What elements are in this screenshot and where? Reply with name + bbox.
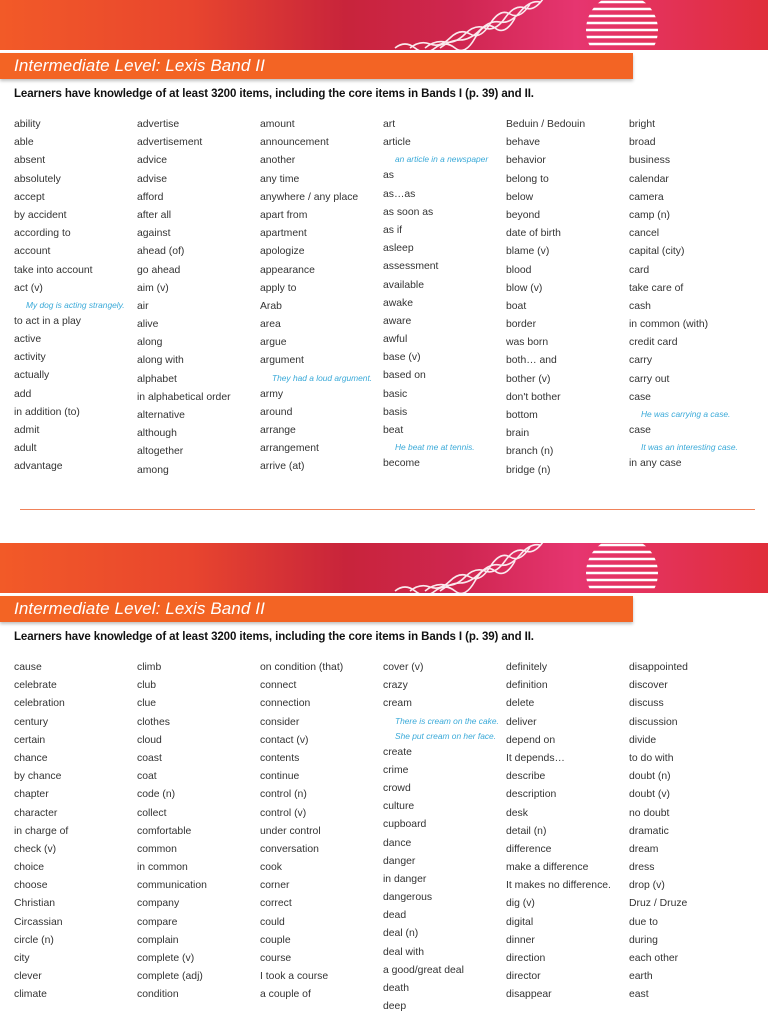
word-entry: cream: [383, 698, 412, 710]
word-entry: discussion: [629, 716, 678, 728]
word-entry: absent: [14, 155, 46, 167]
word-entry: to act in a play: [14, 315, 82, 327]
word-entry: clue: [137, 698, 157, 710]
word-entry: certain: [14, 734, 46, 746]
word-entry: argument: [260, 355, 304, 367]
word-entry: announcement: [260, 137, 329, 149]
word-entry: army: [260, 388, 284, 400]
word-entry: dig (v): [506, 898, 535, 910]
word-entry: take care of: [629, 282, 684, 294]
word-entry: due to: [629, 916, 658, 928]
word-entry: disappointed: [629, 662, 688, 673]
word-entry: in common (with): [629, 319, 709, 331]
word-column-2: [137, 116, 231, 480]
word-entry: altogether: [137, 446, 184, 458]
word-entry: continue: [260, 771, 300, 783]
example-sentence: There is cream on the cake.: [395, 715, 499, 726]
word-entry: blame (v): [506, 246, 550, 258]
word-entry: admit: [14, 425, 40, 436]
word-entry: camera: [629, 191, 664, 203]
word-entry: behave: [506, 137, 541, 149]
word-entry: check (v): [14, 843, 57, 855]
word-entry: a couple of: [260, 989, 311, 1001]
word-column-3: [260, 659, 343, 1005]
word-entry: calendar: [629, 173, 669, 185]
word-entry: danger: [383, 855, 416, 867]
word-entry: dance: [383, 837, 412, 849]
word-entry: apartment: [260, 228, 307, 240]
word-entry: carry out: [629, 373, 670, 385]
word-entry: under control: [260, 825, 321, 837]
word-entry: appearance: [260, 264, 315, 276]
word-entry: against: [137, 228, 171, 240]
word-entry: It makes no difference.: [506, 880, 611, 892]
wave-graphic: [0, 0, 768, 50]
word-entry: It depends…: [506, 752, 565, 764]
word-entry: complain: [137, 934, 179, 946]
word-entry: camp (n): [629, 209, 670, 221]
word-entry: adult: [14, 443, 37, 455]
word-entry: among: [137, 464, 169, 476]
word-entry: code (n): [137, 789, 176, 801]
word-entry: culture: [383, 801, 415, 813]
word-entry: company: [137, 898, 180, 910]
word-entry: any time: [260, 173, 300, 185]
word-entry: consider: [260, 716, 300, 728]
word-entry: alternative: [137, 410, 185, 421]
word-entry: correct: [260, 898, 292, 910]
word-entry: blood: [506, 264, 532, 276]
word-column-2: [137, 659, 207, 1005]
word-entry: director: [506, 971, 541, 983]
word-entry: active: [14, 334, 42, 346]
page-2: [0, 543, 768, 1023]
word-entry: arrangement: [260, 443, 319, 455]
word-entry: death: [383, 983, 410, 994]
word-column-1: [14, 659, 68, 1005]
word-entry: border: [506, 319, 537, 331]
section-title-bar: [0, 596, 633, 622]
word-entry: in charge of: [14, 825, 69, 837]
word-entry: cash: [629, 300, 651, 312]
word-entry: as soon as: [383, 206, 434, 218]
word-entry: century: [14, 716, 49, 728]
word-entry: arrive (at): [260, 461, 305, 473]
word-entry: crime: [383, 764, 409, 776]
intro-text: Learners have knowledge of at least 3200 items, including the core items in Bands I (p. 39) and II.: [14, 631, 534, 643]
word-entry: was born: [506, 337, 549, 349]
word-entry: go ahead: [137, 264, 181, 276]
word-entry: Circassian: [14, 916, 63, 928]
word-entry: cloud: [137, 734, 162, 746]
word-entry: deal with: [383, 946, 425, 958]
word-entry: belong to: [506, 173, 549, 185]
word-entry: deal (n): [383, 928, 419, 940]
word-entry: clothes: [137, 716, 170, 728]
word-entry: asleep: [383, 243, 414, 255]
word-entry: beyond: [506, 209, 541, 221]
word-entry: after all: [137, 209, 172, 221]
word-column-4: [383, 116, 488, 473]
word-entry: disappear: [506, 989, 552, 1001]
word-entry: Beduin / Bedouin: [506, 119, 586, 130]
word-entry: crazy: [383, 680, 408, 692]
section-title-bar: [0, 53, 633, 79]
word-entry: advise: [137, 173, 168, 185]
word-entry: actually: [14, 370, 50, 382]
word-entry: couple: [260, 934, 291, 946]
word-entry: course: [260, 953, 292, 964]
word-entry: another: [260, 155, 296, 167]
example-sentence: She put cream on her face.: [395, 730, 497, 741]
example-sentence: He was carrying a case.: [641, 409, 731, 419]
word-entry: dream: [629, 843, 659, 855]
word-entry: bright: [629, 119, 655, 130]
word-entry: Christian: [14, 898, 55, 910]
word-entry: case: [629, 391, 651, 403]
word-entry: choice: [14, 862, 45, 874]
word-entry: circle (n): [14, 934, 54, 946]
word-entry: act (v): [14, 282, 43, 294]
word-entry: advantage: [14, 461, 63, 473]
word-entry: create: [383, 746, 412, 758]
word-entry: on condition (that): [260, 662, 344, 673]
word-entry: date of birth: [506, 228, 561, 240]
word-entry: coat: [137, 771, 157, 783]
decorative-banner: [0, 0, 768, 50]
word-entry: advice: [137, 155, 168, 167]
word-entry: during: [629, 934, 658, 946]
word-entry: base (v): [383, 352, 421, 364]
word-entry: account: [14, 246, 51, 258]
decorative-banner: [0, 543, 768, 593]
word-entry: boat: [506, 300, 527, 312]
word-entry: activity: [14, 352, 46, 364]
word-entry: complete (v): [137, 953, 195, 964]
word-entry: card: [629, 264, 650, 276]
word-entry: complete (adj): [137, 971, 203, 983]
section-title: Intermediate Level: Lexis Band II: [14, 56, 265, 75]
word-entry: common: [137, 843, 177, 855]
word-entry: bridge (n): [506, 464, 551, 476]
word-entry: in any case: [629, 458, 682, 470]
word-entry: Arab: [260, 300, 282, 312]
wave-graphic: [0, 543, 768, 593]
word-entry: clever: [14, 971, 42, 983]
word-column-4: [383, 659, 499, 1016]
example-sentence: My dog is acting strangely.: [26, 299, 125, 310]
word-entry: dinner: [506, 934, 535, 946]
word-entry: broad: [629, 137, 656, 149]
word-entry: assessment: [383, 261, 439, 273]
word-entry: contents: [260, 752, 300, 764]
word-entry: don't bother: [506, 391, 561, 403]
word-entry: bottom: [506, 410, 538, 421]
example-sentence: They had a loud argument.: [272, 372, 373, 383]
word-entry: basic: [383, 388, 408, 400]
word-entry: communication: [137, 880, 207, 892]
word-column-3: [260, 116, 372, 477]
word-entry: based on: [383, 370, 426, 382]
word-column-5: [506, 659, 611, 1005]
word-entry: celebration: [14, 698, 65, 710]
word-entry: depend on: [506, 734, 556, 746]
word-entry: collect: [137, 807, 167, 819]
word-entry: east: [629, 989, 649, 1001]
word-entry: earth: [629, 971, 653, 983]
word-entry: apologize: [260, 246, 305, 258]
word-entry: advertise: [137, 119, 180, 130]
section-title: Intermediate Level: Lexis Band II: [14, 599, 265, 618]
word-entry: definition: [506, 680, 548, 692]
word-entry: capital (city): [629, 246, 685, 258]
word-entry: ahead (of): [137, 246, 185, 258]
word-entry: cupboard: [383, 819, 427, 831]
word-entry: chapter: [14, 789, 49, 801]
word-entry: aware: [383, 315, 412, 327]
word-entry: in danger: [383, 873, 427, 885]
word-entry: credit card: [629, 337, 678, 349]
word-entry: by chance: [14, 771, 62, 783]
word-entry: compare: [137, 916, 178, 928]
word-entry: corner: [260, 880, 290, 892]
word-entry: delete: [506, 698, 535, 710]
word-entry: as: [383, 170, 394, 182]
word-entry: dress: [629, 862, 655, 874]
word-entry: discuss: [629, 698, 664, 710]
intro-text: Learners have knowledge of at least 3200 items, including the core items in Bands I (p. 39) and II.: [14, 88, 534, 100]
word-entry: art: [383, 119, 396, 130]
word-entry: club: [137, 680, 157, 692]
word-entry: condition: [137, 989, 179, 1001]
word-entry: behavior: [506, 155, 546, 167]
word-entry: in common: [137, 862, 188, 874]
word-entry: in alphabetical order: [137, 391, 231, 403]
word-entry: alive: [137, 319, 159, 331]
word-entry: conversation: [260, 843, 319, 855]
word-entry: could: [260, 916, 285, 928]
word-entry: apart from: [260, 209, 308, 221]
word-entry: afford: [137, 191, 164, 203]
word-entry: able: [14, 137, 34, 149]
word-entry: aim (v): [137, 282, 169, 294]
word-entry: according to: [14, 228, 71, 240]
word-entry: basis: [383, 406, 408, 418]
page-1: [0, 0, 768, 480]
word-entry: as if: [383, 224, 403, 236]
word-entry: detail (n): [506, 825, 547, 837]
word-entry: as…as: [383, 188, 416, 200]
word-entry: connection: [260, 698, 311, 710]
word-entry: by accident: [14, 209, 67, 221]
word-entry: doubt (n): [629, 771, 671, 783]
word-entry: business: [629, 155, 671, 167]
word-entry: branch (n): [506, 446, 554, 458]
word-entry: apply to: [260, 282, 297, 294]
word-entry: become: [383, 458, 420, 470]
word-entry: both… and: [506, 355, 557, 367]
word-entry: ability: [14, 119, 41, 130]
word-entry: drop (v): [629, 880, 665, 892]
word-entry: discover: [629, 680, 668, 692]
word-entry: brain: [506, 428, 530, 440]
word-entry: chance: [14, 752, 48, 764]
word-entry: deliver: [506, 716, 537, 728]
word-entry: comfortable: [137, 825, 192, 837]
word-entry: each other: [629, 953, 679, 964]
word-column-1: [14, 116, 125, 477]
word-entry: along: [137, 337, 163, 349]
word-column-5: [506, 116, 585, 480]
word-entry: blow (v): [506, 282, 543, 294]
word-entry: dangerous: [383, 892, 433, 904]
word-entry: accept: [14, 191, 45, 203]
word-entry: cancel: [629, 228, 660, 240]
word-entry: cause: [14, 662, 42, 673]
word-entry: article: [383, 137, 411, 149]
word-entry: advertisement: [137, 137, 203, 149]
word-entry: climate: [14, 989, 47, 1001]
word-entry: area: [260, 319, 281, 331]
word-entry: case: [629, 425, 651, 436]
example-sentence: It was an interesting case.: [641, 442, 738, 453]
word-entry: anywhere / any place: [260, 191, 359, 203]
word-entry: argue: [260, 337, 287, 349]
word-entry: cover (v): [383, 662, 424, 673]
word-entry: beat: [383, 425, 404, 436]
word-entry: carry: [629, 355, 653, 367]
word-entry: deep: [383, 1001, 407, 1013]
word-entry: digital: [506, 916, 534, 928]
word-entry: make a difference: [506, 862, 589, 874]
word-entry: dramatic: [629, 825, 669, 837]
example-sentence: an article in a newspaper: [395, 154, 489, 165]
word-entry: although: [137, 428, 177, 440]
word-entry: contact (v): [260, 734, 309, 746]
word-entry: awful: [383, 334, 408, 346]
word-entry: cook: [260, 862, 282, 874]
word-entry: alphabet: [137, 373, 177, 385]
word-entry: absolutely: [14, 173, 61, 185]
word-entry: control (v): [260, 807, 307, 819]
word-entry: control (n): [260, 789, 307, 801]
word-entry: in addition (to): [14, 406, 80, 418]
word-column-6: [629, 116, 738, 473]
word-entry: around: [260, 406, 293, 418]
word-entry: doubt (v): [629, 789, 671, 801]
word-entry: choose: [14, 880, 48, 892]
word-entry: I took a course: [260, 971, 329, 983]
word-entry: climb: [137, 662, 162, 673]
word-entry: arrange: [260, 425, 296, 436]
word-entry: below: [506, 191, 534, 203]
word-entry: direction: [506, 953, 546, 964]
word-entry: air: [137, 300, 149, 312]
word-entry: no doubt: [629, 807, 670, 819]
word-entry: dead: [383, 910, 407, 922]
word-entry: take into account: [14, 264, 93, 276]
word-entry: difference: [506, 843, 552, 855]
word-entry: amount: [260, 119, 295, 130]
word-entry: description: [506, 789, 557, 801]
word-entry: a good/great deal: [383, 964, 464, 976]
word-entry: bother (v): [506, 373, 551, 385]
word-entry: desk: [506, 807, 528, 819]
word-entry: crowd: [383, 782, 411, 794]
word-entry: available: [383, 279, 425, 291]
example-sentence: He beat me at tennis.: [395, 442, 475, 453]
word-entry: celebrate: [14, 680, 57, 692]
page-divider: [20, 509, 755, 510]
word-entry: definitely: [506, 662, 548, 673]
word-entry: along with: [137, 355, 184, 367]
word-entry: city: [14, 953, 30, 964]
word-entry: Druz / Druze: [629, 898, 688, 910]
word-entry: divide: [629, 734, 657, 746]
word-entry: describe: [506, 771, 546, 783]
word-entry: awake: [383, 297, 414, 309]
word-entry: to do with: [629, 752, 674, 764]
word-entry: add: [14, 388, 32, 400]
word-entry: character: [14, 807, 58, 819]
word-entry: coast: [137, 752, 162, 764]
word-column-6: [629, 659, 688, 1005]
word-entry: connect: [260, 680, 297, 692]
